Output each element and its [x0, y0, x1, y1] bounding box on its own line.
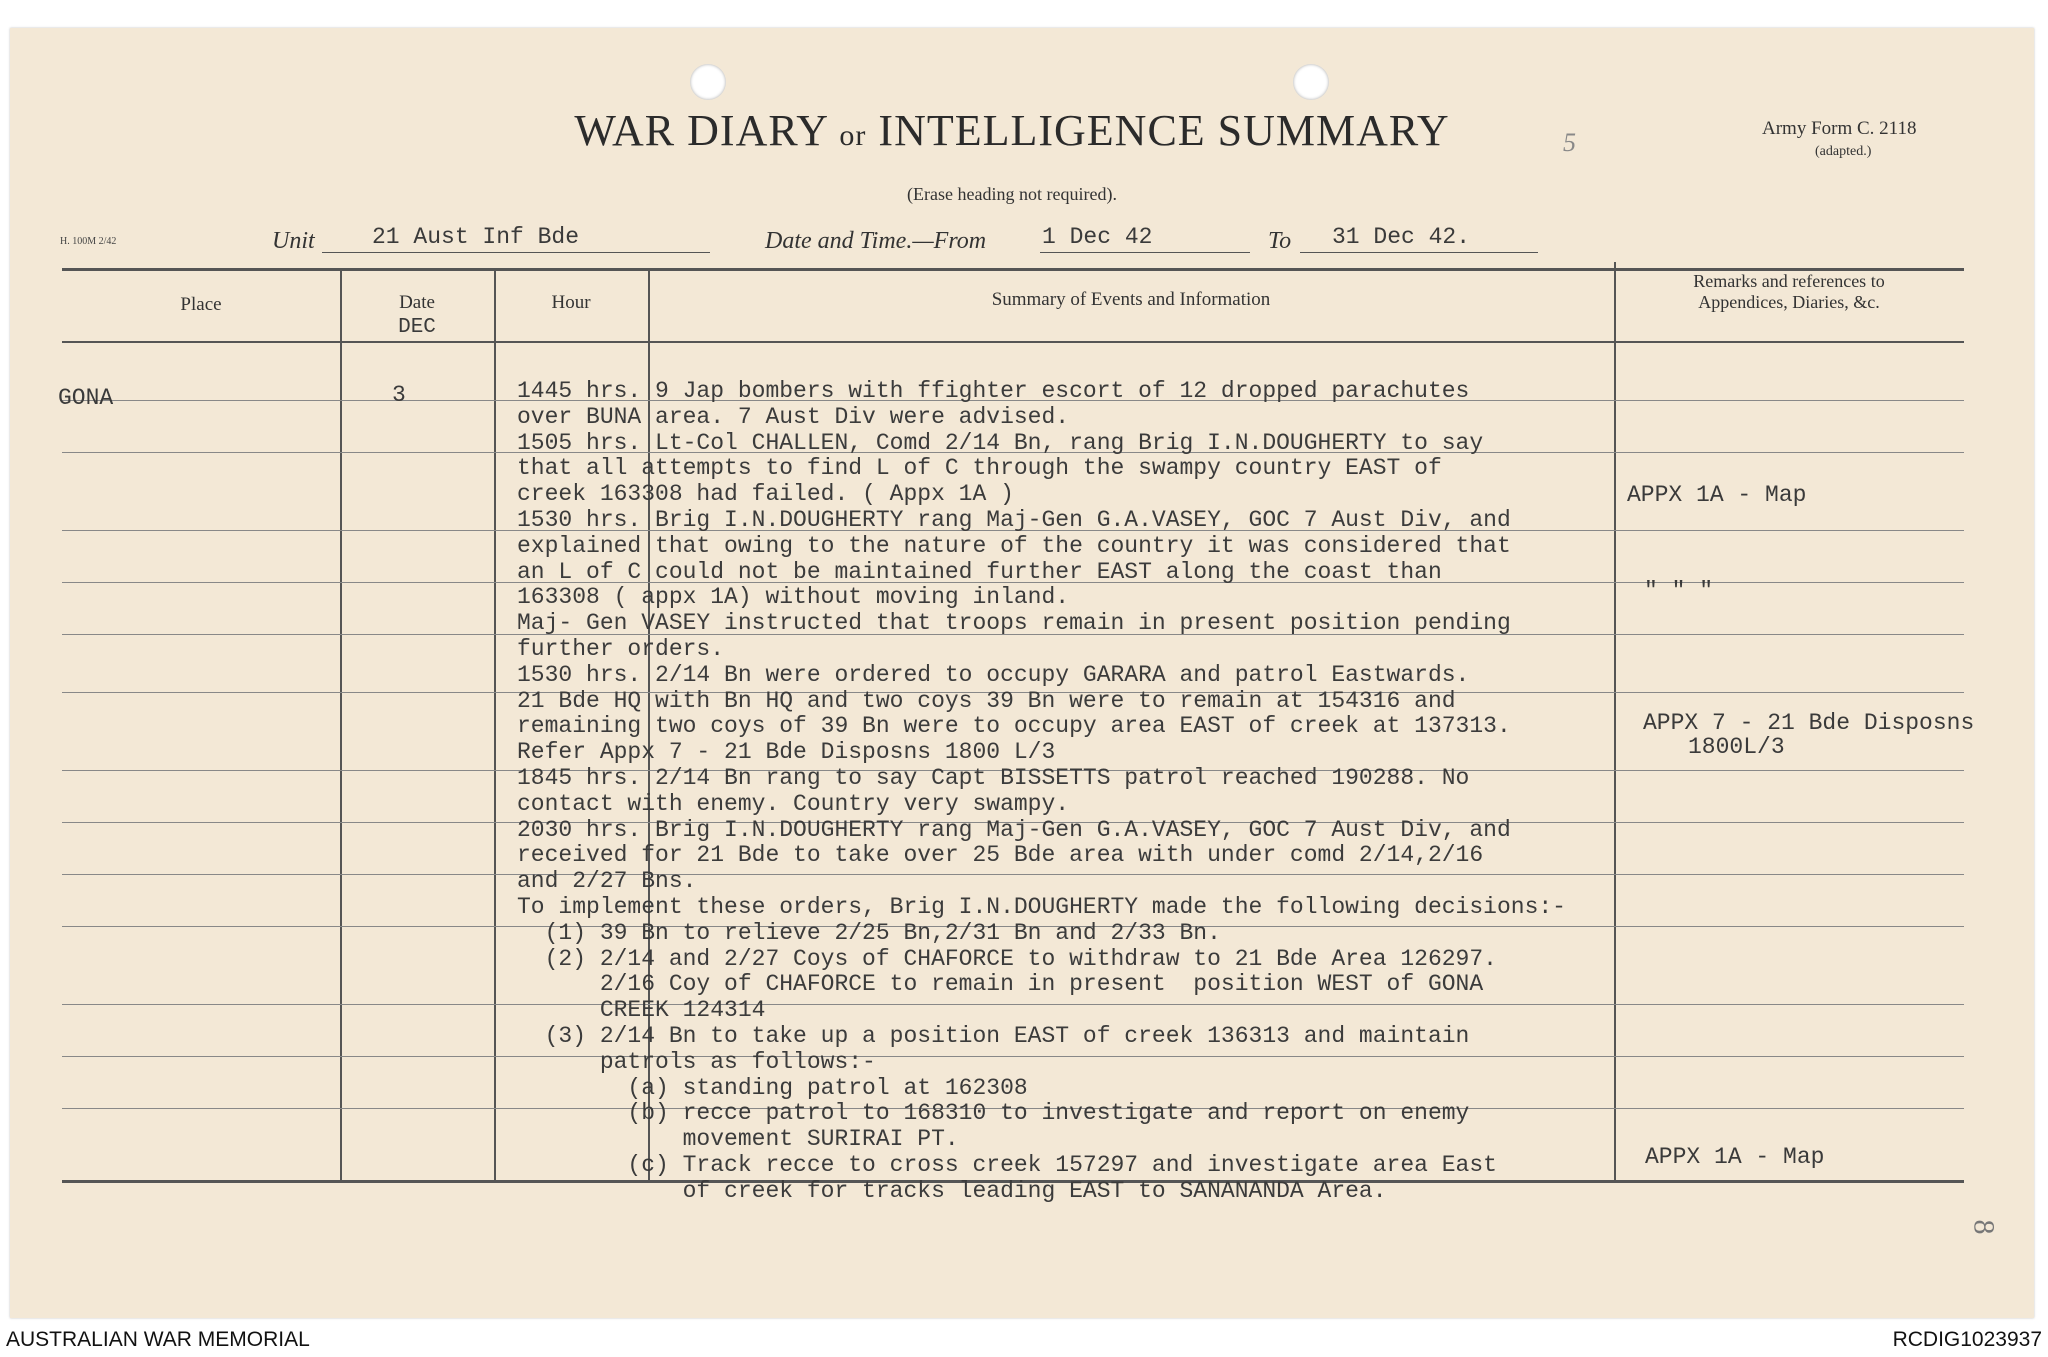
summary-line: CREEK 124314: [517, 997, 766, 1024]
column-header-hour: Hour: [551, 292, 591, 313]
to-label: To: [1268, 228, 1292, 254]
remark-appx-7: APPX 7 - 21 Bde Disposns: [1643, 710, 1975, 736]
remark-appx-7-ref: 1800L/3: [1688, 734, 1785, 760]
unit-label: Unit: [272, 228, 315, 254]
column-header-date: Date: [399, 292, 435, 313]
summary-line: (b) recce patrol to 168310 to investigate and report on enemy: [517, 1100, 1470, 1127]
summary-line: 1530 hrs. 2/14 Bn were ordered to occupy GARARA and patrol Eastwards.: [517, 661, 1470, 688]
punch-hole: [1293, 64, 1329, 100]
summary-line: of creek for tracks leading EAST to SANANANDA Area.: [517, 1177, 1387, 1204]
punch-hole: [690, 64, 726, 100]
column-header-remarks: Remarks and references to: [1693, 271, 1885, 291]
column-header-place: Place: [180, 294, 222, 315]
summary-line: Maj- Gen VASEY instructed that troops remain in present position pending: [517, 610, 1511, 637]
column-divider: [494, 270, 496, 1180]
summary-line: creek 163308 had failed. ( Appx 1A ): [517, 481, 1014, 508]
summary-line: patrols as follows:-: [517, 1048, 876, 1075]
summary-line: over BUNA area. 7 Aust Div were advised.: [517, 403, 1070, 430]
from-underline: [1040, 252, 1250, 253]
column-divider: [340, 270, 342, 1180]
header-rule: [62, 341, 1964, 343]
summary-line: explained that owing to the nature of the country it was considered that: [517, 532, 1511, 559]
summary-line: 1530 hrs. Brig I.N.DOUGHERTY rang Maj-Gen G.A.VASEY, GOC 7 Aust Div, and: [517, 507, 1511, 533]
summary-line: Refer Appx 7 - 21 Bde Disposns 1800 L/3: [517, 739, 1056, 766]
summary-line: 1845 hrs. 2/14 Bn rang to say Capt BISSETTS patrol reached 190288. No: [517, 765, 1470, 791]
ruled-line: [62, 874, 1964, 875]
summary-line: To implement these orders, Brig I.N.DOUGHERTY made the following decisions:-: [517, 894, 1566, 920]
summary-line: movement SURIRAI PT.: [517, 1126, 959, 1153]
summary-line: 2030 hrs. Brig I.N.DOUGHERTY rang Maj-Gen G.A.VASEY, GOC 7 Aust Div, and: [517, 816, 1511, 843]
adapted-note: (adapted.): [1815, 144, 1872, 159]
erase-note: (Erase heading not required).: [907, 184, 1117, 204]
army-form-number: Army Form C. 2118: [1762, 118, 1917, 139]
footer-left-label: AUSTRALIAN WAR MEMORIAL: [6, 1328, 310, 1351]
ruled-line: [62, 1056, 1964, 1057]
summary-line: 2/16 Coy of CHAFORCE to remain in present position WEST of GONA: [517, 971, 1484, 998]
summary-line: received for 21 Bde to take over 25 Bde area with under comd 2/14,2/16: [517, 842, 1484, 869]
summary-line: (2) 2/14 and 2/27 Coys of CHAFORCE to withdraw to 21 Bde Area 126297.: [517, 945, 1497, 972]
entry-date: 3: [392, 382, 406, 408]
summary-line: 21 Bde HQ with Bn HQ and two coys 39 Bn were to remain at 154316 and: [517, 687, 1456, 714]
summary-line: and 2/27 Bns.: [517, 868, 697, 895]
title-intelligence-summary: INTELLIGENCE SUMMARY: [878, 106, 1450, 155]
remark-ditto: " " ": [1644, 578, 1714, 604]
summary-line: that all attempts to find L of C through the swampy country EAST of: [517, 455, 1442, 482]
summary-line: remaining two coys of 39 Bn were to occupy area EAST of creek at 137313.: [517, 713, 1511, 740]
remark-appx-1a: APPX 1A - Map: [1627, 482, 1807, 508]
to-underline: [1300, 252, 1538, 253]
summary-line: (1) 39 Bn to relieve 2/25 Bn,2/31 Bn and 2/33 Bn.: [517, 919, 1221, 946]
column-header-month: DEC: [398, 316, 436, 339]
entry-place: GONA: [58, 385, 114, 411]
summary-line: contact with enemy. Country very swampy.: [517, 790, 1070, 817]
folio-number: 8: [1967, 1219, 2001, 1235]
column-header-remarks-2: Appendices, Diaries, &c.: [1698, 292, 1880, 312]
unit-underline: [322, 252, 710, 253]
summary-line: (3) 2/14 Bn to take up a position EAST of creek 136313 and maintain: [517, 1023, 1470, 1049]
form-code: H. 100M 2/42: [60, 236, 117, 247]
unit-value: 21 Aust Inf Bde: [372, 224, 580, 250]
from-value: 1 Dec 42: [1042, 224, 1153, 250]
summary-line: (c) Track recce to cross creek 157297 and investigate area East: [517, 1152, 1497, 1178]
remark-appx-1a-map: APPX 1A - Map: [1645, 1144, 1825, 1170]
summary-line: (a) standing patrol at 162308: [517, 1074, 1028, 1101]
summary-line: 1505 hrs. Lt-Col CHALLEN, Comd 2/14 Bn, rang Brig I.N.DOUGHERTY to say: [517, 429, 1484, 456]
date-time-label: Date and Time.—From: [765, 228, 987, 254]
form-title: [0, 105, 2024, 156]
column-header-summary: Summary of Events and Information: [991, 289, 1271, 310]
summary-line: 1445 hrs. 9 Jap bombers with ffighter escort of 12 dropped parachutes: [517, 378, 1470, 404]
corner-page-number: 5: [1563, 128, 1576, 157]
summary-line: an L of C could not be maintained further EAST along the coast than: [517, 558, 1442, 585]
to-value: 31 Dec 42.: [1332, 224, 1471, 250]
title-or: or: [839, 119, 867, 152]
ruled-line: [62, 1004, 1964, 1005]
footer-right-id: RCDIG1023937: [1892, 1328, 2042, 1351]
summary-line: 163308 ( appx 1A) without moving inland.: [517, 584, 1070, 611]
summary-line: further orders.: [517, 636, 725, 662]
title-war-diary: WAR DIARY: [574, 106, 828, 155]
